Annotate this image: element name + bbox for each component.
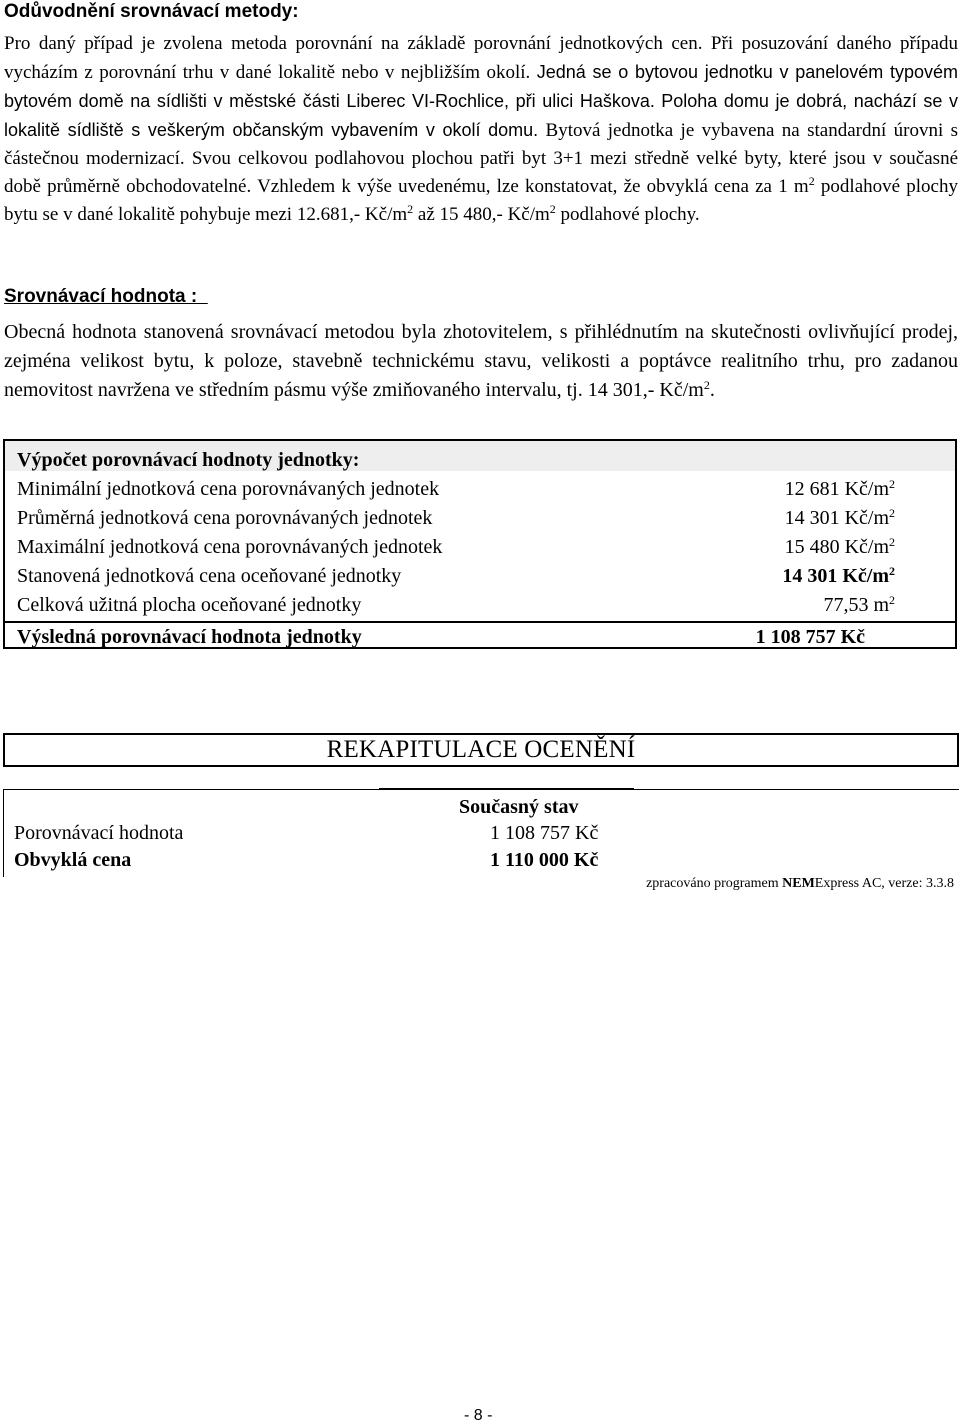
comparative-value-heading: Srovnávací hodnota :: [4, 286, 208, 307]
recap-title: REKAPITULACE OCENĚNÍ: [326, 736, 636, 763]
calc-row-label: Celková užitná plocha oceňované jednotky: [17, 594, 362, 616]
calc-row-value: 77,53 $m^2$: [823, 593, 895, 616]
calc-row-value: 14 301 $Kč/m^2$: [784, 506, 895, 529]
sentence-price-range-a: Vzhledem k výše uvedenému, lze konstatovat, že obvyklá cena za 1 m: [257, 176, 809, 197]
calc-row-label: Maximální jednotková cena porovnávaných jednotek: [17, 536, 443, 558]
summary-row-comparative: [4, 820, 959, 846]
recap-header-box: [3, 733, 959, 767]
calc-row-value: 15 480 $Kč/m^2$: [784, 535, 895, 558]
superscript: 2: [703, 378, 710, 392]
summary-label: Porovnávací hodnota: [14, 822, 184, 844]
sentence-price-range-b: podlahové plochy bytu se v dané lokalitě pohybuje mezi 12.681,- Kč/m: [4, 176, 958, 225]
calc-row-result: [5, 621, 955, 651]
comparative-value-paragraph: [4, 318, 958, 405]
calc-row-label: Minimální jednotková cena porovnávaných jednotek: [17, 478, 440, 500]
sentence-price-range-c: až 15 480,- Kč/m: [413, 204, 550, 225]
calc-row-set-price: [5, 562, 955, 590]
comparative-text: Obecná hodnota stanovená srovnávací metodou byla zhotovitelem, s přihlédnutím na skutečnosti ovlivňující prodej, zejména velikost bytu, k poloze, stavebně technickému stavu, velikosti a poptávce realitního trhu, pro zadanou nemovitost navržena ve středním pásmu výše zmiňovaného intervalu, tj. 14 301,- Kč/m: [4, 321, 958, 401]
calc-row-value: 14 301 $Kč/m^2$: [782, 564, 895, 587]
summary-label: Obvyklá cena: [14, 849, 132, 871]
sentence-location: Poloha domu je dobrá, nachází se v lokalitě sídliště s veškerým občanským vybavením v okolí domu.: [4, 91, 959, 140]
result-value: 1 108 757 Kč: [755, 626, 865, 648]
comparative-end: .: [709, 379, 715, 401]
superscript: 2: [808, 174, 815, 188]
sentence-equipment: Bytová jednotka je vybavena na standardní úrovni s částečnou modernizací.: [4, 120, 958, 169]
sentence-price-range-d: podlahové plochy.: [555, 204, 700, 225]
calc-row-avg: [5, 504, 955, 532]
column-header-rule: [379, 788, 634, 790]
calc-row-value: 12 681 $Kč/m^2$: [784, 477, 895, 500]
calc-row-label: Průměrná jednotková cena porovnávaných jednotek: [17, 507, 433, 529]
sentence-property: Jedná se o bytovou jednotku v panelovém typovém bytovém domě na sídlišti v městské části Liberec VI-Rochlice, při ulici Haškova.: [4, 62, 958, 111]
section-heading: Odůvodnění srovnávací metody:: [4, 1, 299, 22]
calc-row-area: [5, 591, 955, 619]
summary-table: [3, 789, 959, 877]
calc-row-max: [5, 533, 955, 561]
calc-row-min: [5, 475, 955, 503]
result-label: Výsledná porovnávací hodnota jednotky: [17, 626, 362, 648]
summary-row-usual-price: [4, 847, 959, 873]
summary-value: 1 110 000 Kč: [490, 849, 599, 871]
justification-paragraph: [4, 30, 958, 229]
calculation-title: Výpočet porovnávací hodnoty jednotky:: [17, 449, 360, 471]
software-credit: zpracováno programem NEMExpress AC, verze: 3.3.8: [646, 876, 954, 891]
column-header-current-state: Současný stav: [459, 796, 579, 818]
superscript: 2: [549, 202, 556, 216]
sentence-method: Pro daný případ je zvolena metoda porovnání na základě porovnání jednotkových cen. Při posuzování daného případu vycházím z porovnání trhu v dané lokalitě nebo v nejbližším okolí.: [4, 33, 958, 83]
superscript: 2: [407, 202, 414, 216]
summary-value: 1 108 757 Kč: [490, 822, 599, 844]
sentence-size: Svou celkovou podlahovou plochou patři byt 3+1 mezi středně velké byty, které jsou v současné době průměrně obchodovatelné.: [4, 148, 959, 197]
calculation-table: [3, 439, 957, 649]
calc-row-label: Stanovená jednotková cena oceňované jednotky: [17, 565, 402, 587]
